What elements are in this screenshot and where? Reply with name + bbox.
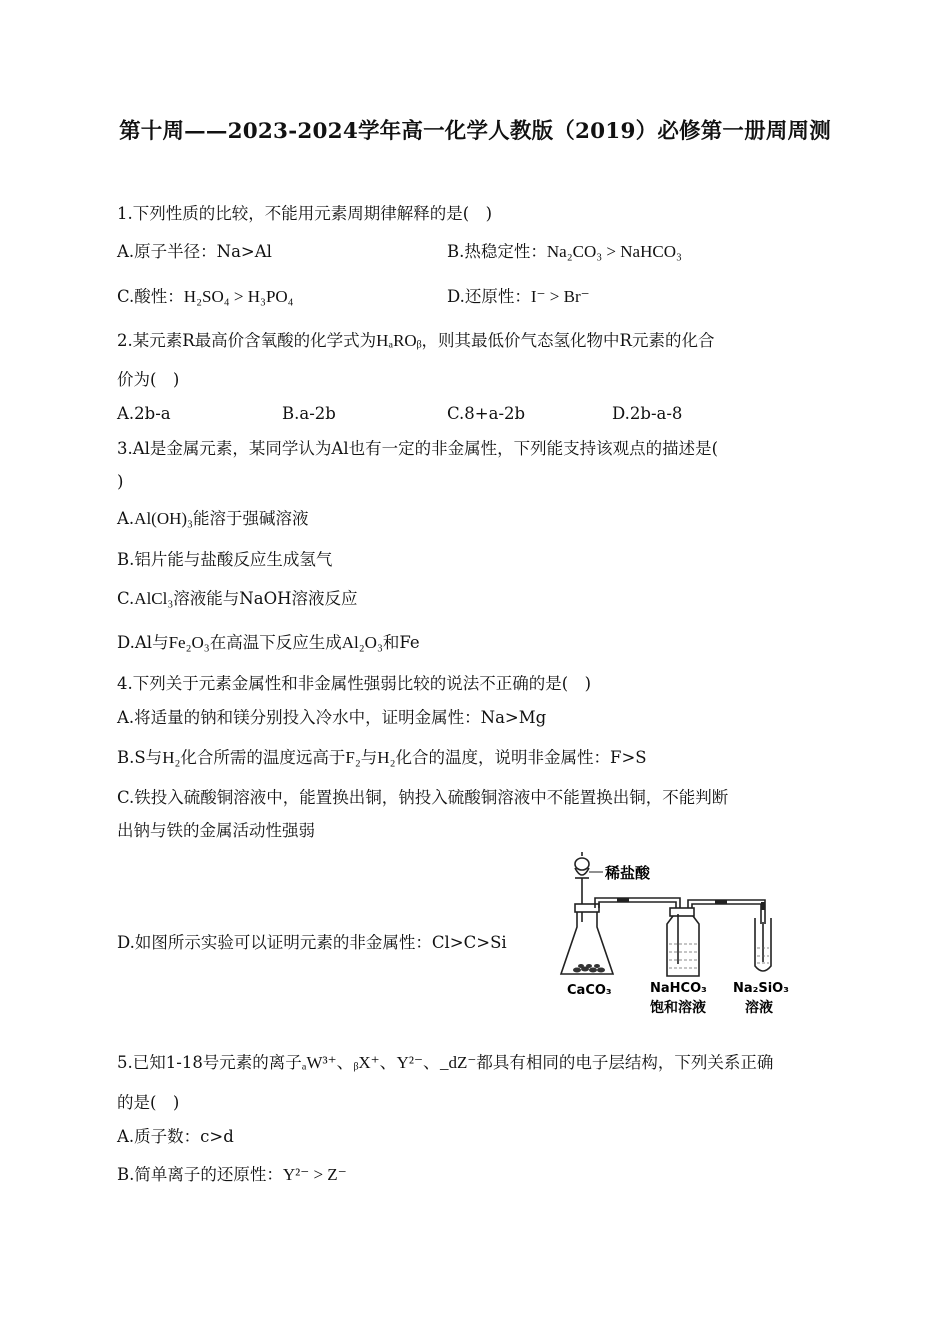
- q2-option-c: C.8+a-2b: [447, 404, 526, 423]
- q3-option-d: [117, 632, 420, 654]
- q3-option-c-prefix: C.: [117, 589, 135, 608]
- connector-tube-1: [595, 898, 680, 912]
- q3-stem: 3.Al是金属元素，某同学认为Al也有一定的非金属性，下列能支持该观点的描述是(: [117, 439, 719, 458]
- q1-option-c: [117, 286, 294, 308]
- connector-tube-2-inner: [692, 904, 761, 924]
- q1-option-c-prefix: C.酸性：: [117, 287, 184, 306]
- q5-option-b: [117, 1164, 347, 1186]
- q3-option-b: B.铝片能与盐酸反应生成氢气: [117, 550, 333, 569]
- q5-stem-prefix: 5.已知1-18号元素的离子: [117, 1053, 302, 1072]
- q3-option-c: [117, 588, 358, 610]
- q3-option-d-formula-1: Fe₂O₃: [168, 633, 210, 652]
- q3-option-d-prefix: D.Al与: [117, 633, 169, 652]
- q4-option-a: A.将适量的钠和镁分别投入冷水中，证明金属性：Na>Mg: [117, 708, 547, 727]
- liquid-lines: [669, 944, 769, 968]
- q4-option-b-formula-3: H₂: [377, 748, 396, 767]
- q5-stem-line2: 的是( ): [117, 1093, 180, 1112]
- q1-stem: 1.下列性质的比较，不能用元素周期律解释的是( ): [117, 204, 493, 223]
- q3-option-c-formula: AlCl₃: [134, 589, 174, 608]
- q1-option-c-formula: H₂SO₄ > H₃PO₄: [183, 287, 294, 306]
- q2-stem-suffix: ，则其最低价气态氢化物中R元素的化合: [421, 331, 715, 350]
- q3-stem-line2: ): [117, 472, 124, 491]
- bottle-label-2: 饱和溶液: [650, 1000, 706, 1016]
- q1-option-d: [447, 286, 590, 308]
- q1-option-b: [447, 241, 682, 263]
- q5-stem-suffix: 都具有相同的电子层结构，下列关系正确: [476, 1053, 774, 1072]
- q4-option-b-formula-2: F₂: [345, 748, 361, 767]
- q2-option-a: A.2b-a: [117, 404, 171, 423]
- q4-option-b-part2: 化合所需的温度远高于: [180, 748, 346, 767]
- q3-option-a: [117, 508, 308, 530]
- q4-option-d: D.如图所示实验可以证明元素的非金属性：Cl>C>Si: [117, 933, 507, 952]
- q5-ions: ₐW³⁺、ᵦX⁺、Y²⁻、_dZ⁻: [301, 1053, 477, 1072]
- q2-option-b: B.a-2b: [282, 404, 336, 423]
- q1-option-d-prefix: D.还原性：: [447, 287, 531, 306]
- q1-option-a: A.原子半径：Na>Al: [117, 242, 272, 261]
- q4-option-b-part3: 与: [360, 748, 378, 767]
- q1-option-d-formula: I⁻ > Br⁻: [530, 287, 590, 306]
- acid-label: 稀盐酸: [605, 864, 651, 882]
- q4-option-c-line2: 出钠与铁的金属活动性强弱: [117, 821, 315, 840]
- page-title: 第十周——2023-2024学年高一化学人教版（2019）必修第一册周周测: [119, 119, 831, 144]
- q4-option-c-line1: C.铁投入硫酸铜溶液中，能置换出铜，钠投入硫酸铜溶液中不能置换出铜，不能判断: [117, 788, 729, 807]
- q2-stem-line2: 价为( ): [117, 370, 180, 389]
- q1-option-b-formula: Na₂CO₃ > NaHCO₃: [546, 242, 682, 261]
- q1-option-b-prefix: B.热稳定性：: [447, 242, 547, 261]
- q2-stem: [117, 330, 714, 352]
- bottle-label-1: NaHCO₃: [650, 981, 707, 996]
- caco3-solid: [573, 964, 605, 973]
- q2-option-d: D.2b-a-8: [612, 404, 683, 423]
- q4-option-b-part4: 化合的温度，说明非金属性：F>S: [395, 748, 647, 767]
- q4-option-b-formula-1: H₂: [162, 748, 181, 767]
- q2-stem-prefix: 2.某元素R最高价含氧酸的化学式为: [117, 331, 377, 350]
- apparatus-figure: [555, 852, 795, 1022]
- q3-option-a-suffix: 能溶于强碱溶液: [192, 509, 309, 528]
- q3-option-d-formula-2: Al₂O₃: [341, 633, 383, 652]
- q4-option-b-part1: B.S与: [117, 748, 163, 767]
- q5-option-a: A.质子数：c>d: [117, 1127, 234, 1146]
- q5-option-b-formula: Y²⁻ > Z⁻: [282, 1165, 347, 1184]
- q3-option-c-suffix: 溶液能与NaOH溶液反应: [173, 589, 358, 608]
- bottle-stopper: [670, 908, 694, 916]
- q2-stem-formula: HₐROᵦ: [376, 331, 422, 350]
- funnel-bulb: [575, 858, 589, 870]
- bottle-body: [667, 916, 699, 976]
- q5-stem: [117, 1052, 773, 1074]
- q3-option-d-mid: 在高温下反应生成: [209, 633, 342, 652]
- connector-tube-1-inner: [599, 902, 676, 912]
- q4-option-b: [117, 747, 647, 769]
- q3-option-a-prefix: A.: [117, 509, 135, 528]
- q5-option-b-prefix: B.简单离子的还原性：: [117, 1165, 283, 1184]
- q4-stem: 4.下列关于元素金属性和非金属性强弱比较的说法不正确的是( ): [117, 674, 592, 693]
- q3-option-a-formula: Al(OH)₃: [134, 509, 193, 528]
- tube-label-2: 溶液: [745, 1000, 773, 1016]
- q3-option-d-suffix: 和Fe: [382, 633, 420, 652]
- flask-label: CaCO₃: [567, 983, 612, 998]
- tube-label-1: Na₂SiO₃: [733, 981, 789, 996]
